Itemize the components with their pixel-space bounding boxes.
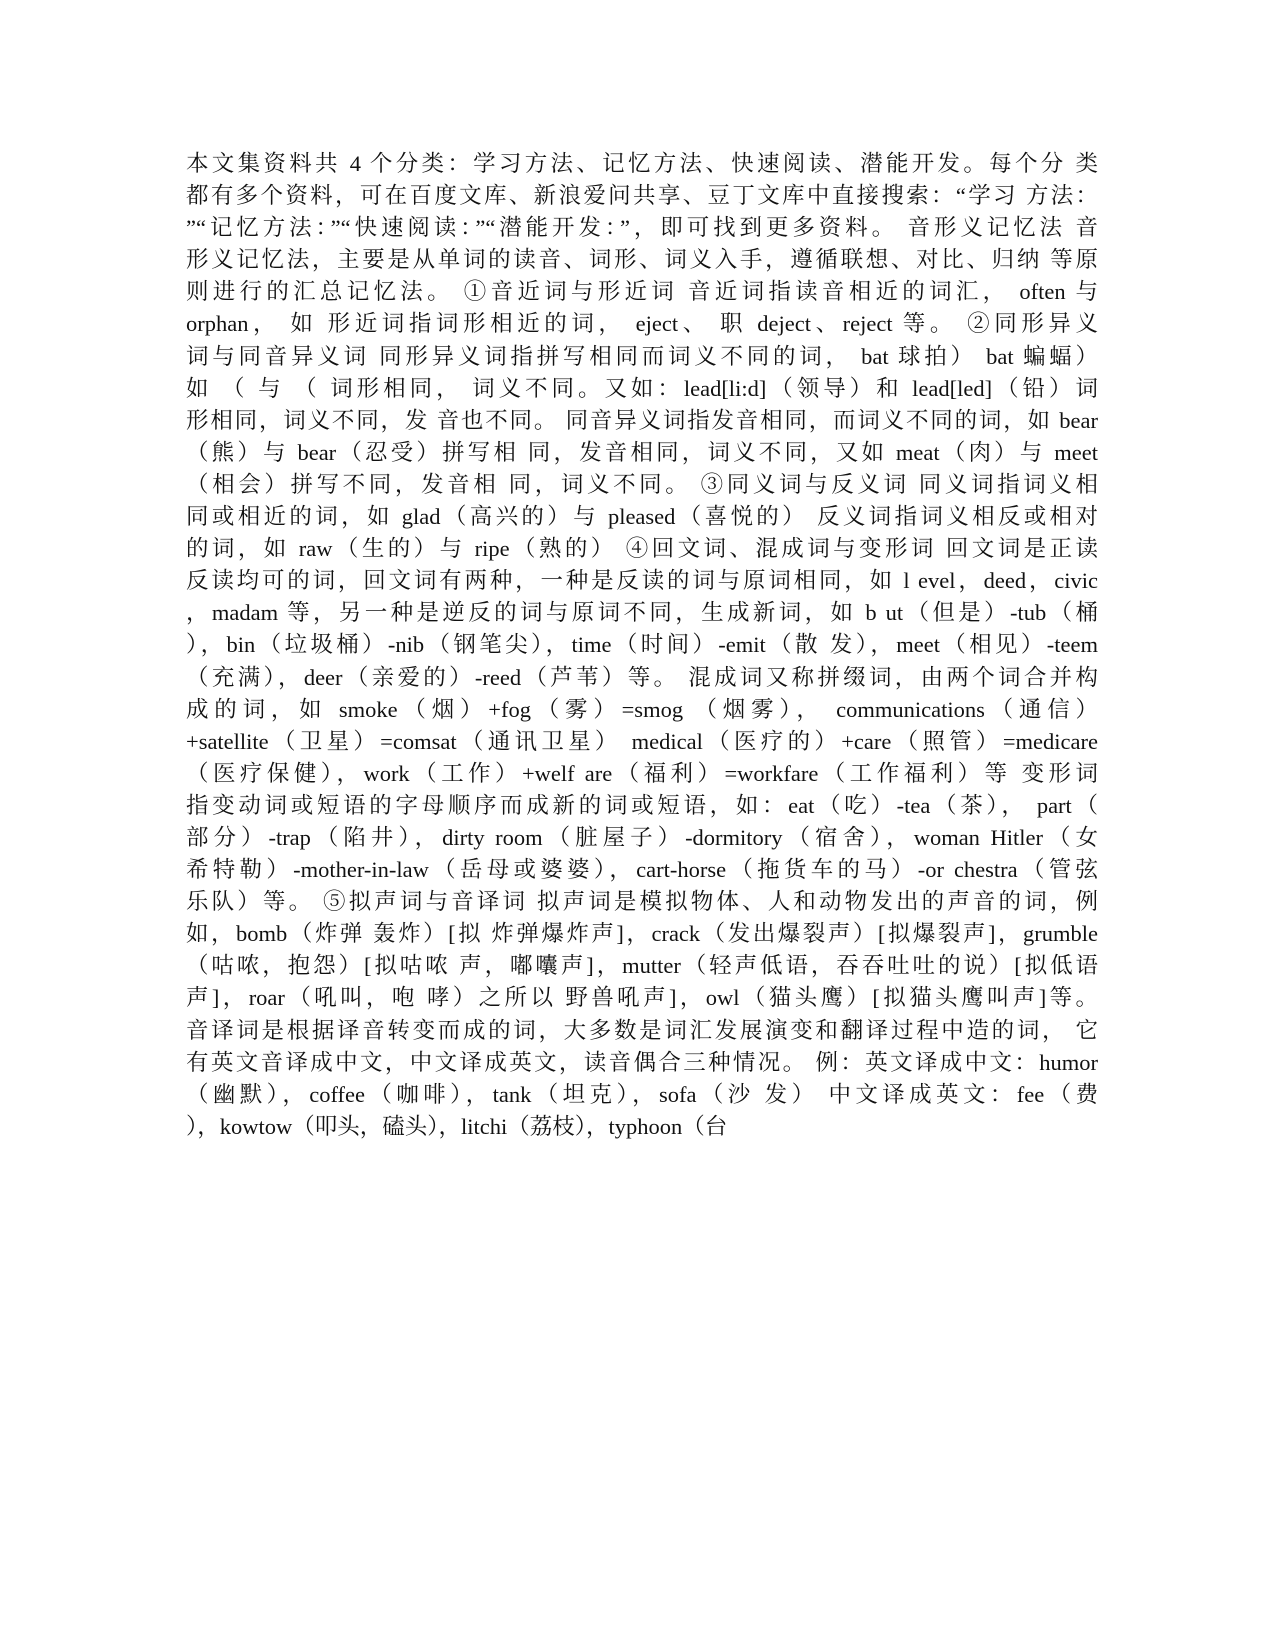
- text-line-27: 声]，roar（吼叫，咆 哮）之所以 野兽吼声]，owl（猫头鹰）[拟猫头鹰叫声]等。: [186, 985, 1098, 1011]
- text-line-19: +satellite（卫星）=comsat（通讯卫星） medical（医疗的）+care（照管）=medicare: [186, 728, 1098, 754]
- text-line-10: （熊）与 bear（忍受）拼写相 同，发音相同，词义不同，又如 meat（肉）与 meet: [186, 439, 1098, 465]
- text-line-8: 如 （ 与 （ 词形相同， 词义不同。又如：lead[li:d]（领导）和 lead[led]（铅）词: [186, 375, 1098, 401]
- text-line-30: （幽默），coffee（咖啡），tank（坦克），sofa（沙 发） 中文译成英文：fee（费: [186, 1081, 1098, 1107]
- text-line-22: 部分）-trap（陷井），dirty room（脏屋子）-dormitory（宿舍），woman Hitler（女: [186, 824, 1098, 850]
- text-line-3: ”“记忆方法：”“快速阅读：”“潜能开发：”，即可找到更多资料。 音形义记忆法 音: [186, 215, 1098, 241]
- text-line-9: 形相同，词义不同，发 音也不同。 同音异义词指发音相同，而词义不同的词，如 bear: [186, 407, 1098, 433]
- text-line-11: （相会）拼写不同，发音相 同，词义不同。 ③同义词与反义词 同义词指词义相: [186, 471, 1098, 497]
- body-text: [186, 148, 1098, 1143]
- text-line-17: （充满），deer（亲爱的）-reed（芦苇）等。 混成词又称拼缀词，由两个词合并构: [186, 664, 1098, 690]
- text-line-2: 都有多个资料，可在百度文库、新浪爱问共享、豆丁文库中直接搜索：“学习 方法：: [186, 183, 1098, 209]
- text-line-4: 形义记忆法，主要是从单词的读音、词形、词义入手，遵循联想、对比、归纳 等原: [186, 247, 1098, 273]
- text-line-23: 希特勒）-mother-in-law（岳母或婆婆），cart-horse（拖货车的马）-or chestra（管弦: [186, 857, 1098, 883]
- text-line-21: 指变动词或短语的字母顺序而成新的词或短语，如：eat（吃）-tea（茶）， part（: [186, 792, 1098, 818]
- text-line-26: （咕哝，抱怨）[拟咕哝 声，嘟囔声]，mutter（轻声低语，吞吞吐吐的说）[拟低语: [186, 953, 1098, 979]
- text-line-5: 则进行的汇总记忆法。 ①音近词与形近词 音近词指读音相近的词汇， often 与: [186, 279, 1098, 305]
- text-line-15: ，madam 等，另一种是逆反的词与原词不同，生成新词，如 b ut（但是）-tub（桶: [186, 600, 1098, 626]
- text-line-6: orphan， 如 形近词指词形相近的词， eject、 职 deject、reject 等。 ②同形异义: [186, 311, 1098, 337]
- text-line-7: 词与同音异义词 同形异义词指拼写相同而词义不同的词， bat 球拍） bat 蝙蝠）: [186, 343, 1098, 369]
- text-line-16: ），bin（垃圾桶）-nib（钢笔尖），time（时间）-emit（散 发），meet（相见）-teem: [186, 632, 1098, 658]
- text-line-28: 音译词是根据译音转变而成的词，大多数是词汇发展演变和翻译过程中造的词， 它: [186, 1017, 1098, 1043]
- text-line-13: 的词，如 raw（生的）与 ripe（熟的） ④回文词、混成词与变形词 回文词是正读: [186, 536, 1098, 562]
- text-line-20: （医疗保健），work（工作）+welf are（福利）=workfare（工作福利）等 变形词: [186, 760, 1098, 786]
- text-line-29: 有英文音译成中文，中文译成英文，读音偶合三种情况。 例：英文译成中文：humor: [186, 1049, 1098, 1075]
- text-line-14: 反读均可的词，回文词有两种，一种是反读的词与原词相同，如 l evel，deed，civic: [186, 568, 1098, 594]
- text-line-18: 成的词，如 smoke（烟）+fog（雾）=smog （烟雾）， communications（通信）: [186, 696, 1098, 722]
- text-line-12: 同或相近的词，如 glad（高兴的）与 pleased（喜悦的） 反义词指词义相反或相对: [186, 504, 1098, 530]
- text-line-31: ），kowtow（叩头，磕头），litchi（荔枝），typhoon（台: [186, 1113, 728, 1139]
- text-line-1: 本文集资料共 4 个分类：学习方法、记忆方法、快速阅读、潜能开发。每个分 类: [186, 151, 1098, 176]
- text-line-25: 如，bomb（炸弹 轰炸）[拟 炸弹爆炸声]，crack（发出爆裂声）[拟爆裂声]，grumble: [186, 921, 1098, 947]
- text-line-24: 乐队）等。 ⑤拟声词与音译词 拟声词是模拟物体、人和动物发出的声音的词，例: [186, 889, 1098, 915]
